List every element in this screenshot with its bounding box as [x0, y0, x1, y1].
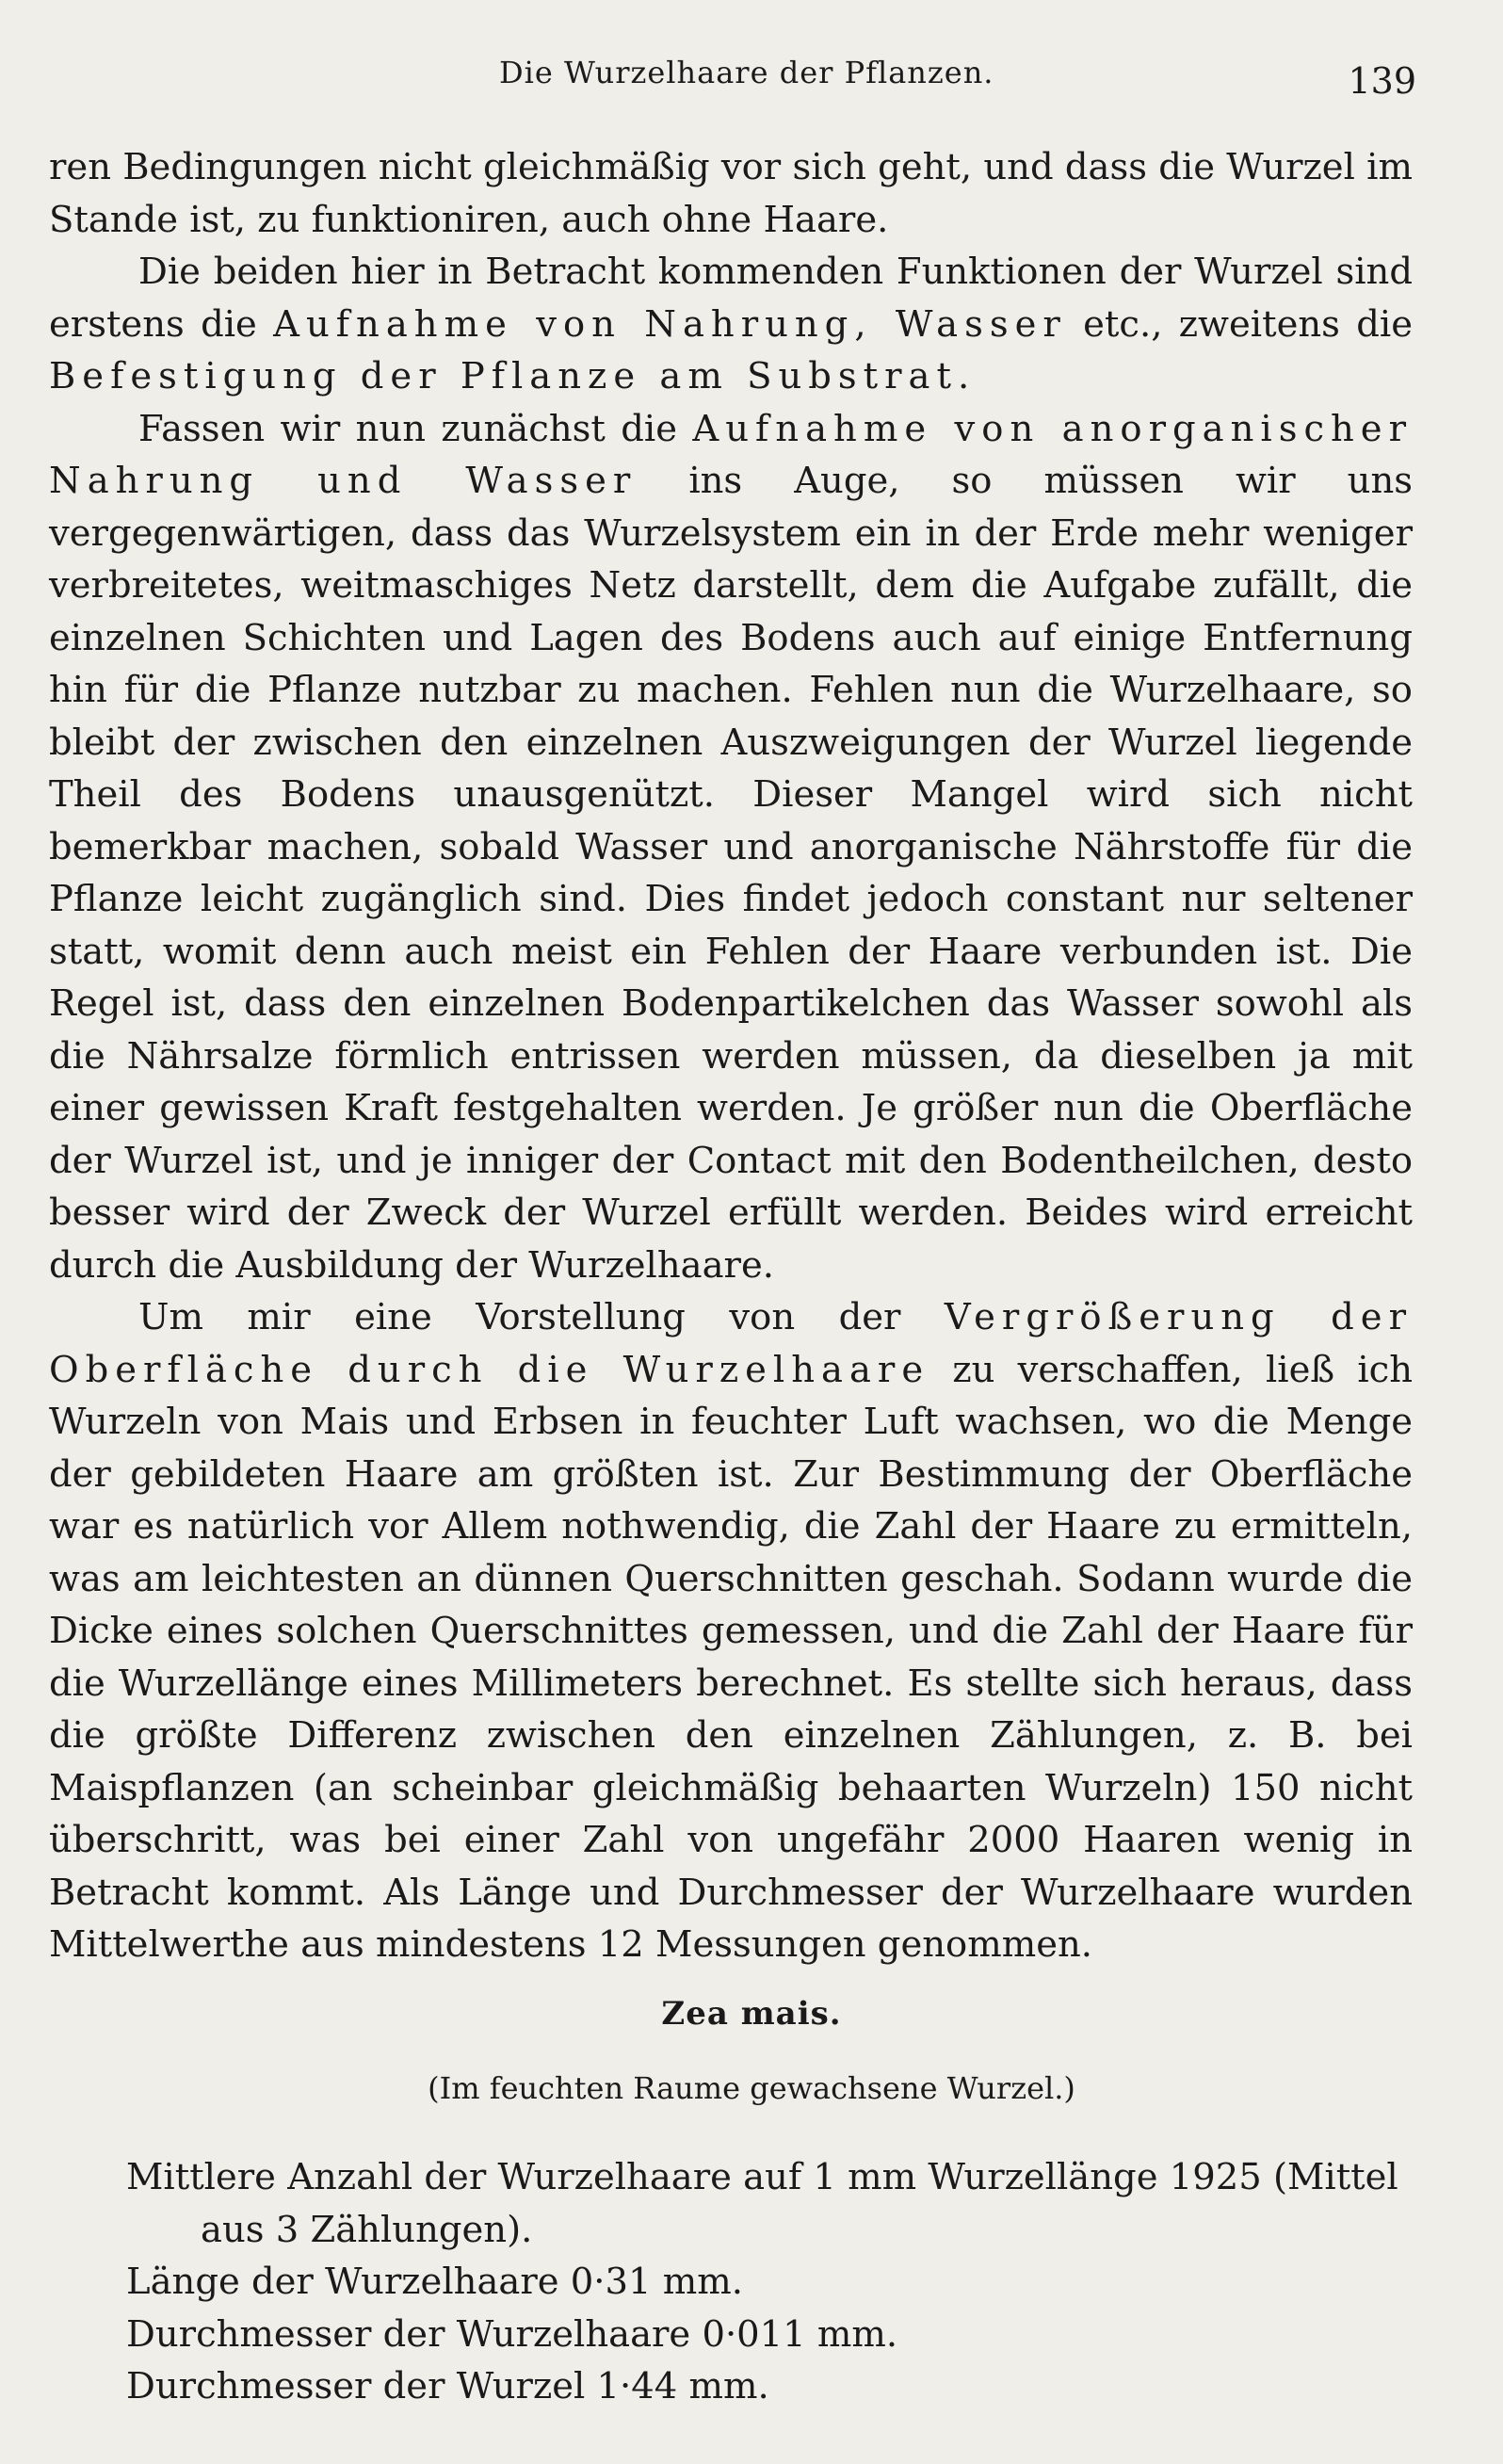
- emphasis-text: Aufnahme von Nahrung, Wasser: [273, 302, 1067, 346]
- body-text: [49, 141, 1413, 1971]
- emphasis-text: Aufnahme von anorganischer Nahrung und Wasser: [49, 407, 1413, 502]
- paragraph-text: Fassen wir nun zunächst die: [138, 407, 693, 450]
- paragraph-text: zu verschaffen, ließ ich Wurzeln von Mais und Erbsen in feuchter Luft wachsen, wo die Menge der gebildeten Haare am größten ist. Zur Bestimmung der Oberfläche war es natürlich vor Allem nothwendig, die Zahl der Haare zu ermitteln, was am leichtesten an dünnen Querschnitten geschah. Sodann wurde die Dicke eines solchen Querschnittes gemessen, und die Zahl der Haare für die Wurzellänge eines Millimeters berechnet. Es stellte sich heraus, dass die größte Differenz zwischen den einzelnen Zählungen, z. B. bei Maispflanzen (an scheinbar gleichmäßig behaarten Wurzeln) 150 nicht überschritt, was bei einer Zahl von ungefähr 2000 Haaren wenig in Betracht kommt. Als Länge und Durchmesser der Wurzelhaare wurden Mittelwerthe aus mindestens 12 Messungen genommen.: [49, 1348, 1413, 1966]
- section-title: Zea mais.: [661, 1995, 842, 2033]
- measurement-item: Mittlere Anzahl der Wurzelhaare auf 1 mm Wurzellänge 1925 (Mittel aus 3 Zählungen).: [126, 2156, 1398, 2251]
- measurement-item: Durchmesser der Wurzelhaare 0·011 mm.: [126, 2312, 898, 2356]
- paragraph-text: etc., zweitens die: [1066, 302, 1413, 346]
- measurement-item: Durchmesser der Wurzel 1·44 mm.: [126, 2365, 769, 2407]
- running-title: Die Wurzelhaare der Pflanzen.: [499, 55, 994, 90]
- paragraph-uptake: [49, 403, 1413, 1292]
- paragraph-functions: [49, 246, 1413, 403]
- paragraph-text: Die beiden hier in Betracht kommenden Funktionen der Wurzel sind erstens die: [49, 251, 1413, 346]
- paragraph-text: Um mir eine Vorstellung von der: [138, 1296, 945, 1338]
- paragraph-continuation: ren Bedingungen nicht gleichmäßig vor sich geht, und dass die Wurzel im Stande ist, zu funktioniren, auch ohne Haare.: [49, 146, 1413, 241]
- emphasis-text: Vergrößerung der Oberfläche durch die Wurzelhaare: [49, 1296, 1413, 1391]
- paragraph-surface: [49, 1291, 1413, 1971]
- page-number: 139: [1348, 60, 1416, 102]
- measurements-list: [126, 2151, 1413, 2413]
- section-subtitle: (Im feuchten Raume gewachsene Wurzel.): [428, 2070, 1075, 2106]
- measurement-item: Länge der Wurzelhaare 0·31 mm.: [126, 2261, 743, 2303]
- paragraph-text: ins Auge, so müssen wir uns vergegenwärtigen, dass das Wurzelsystem ein in der Erde mehr weniger verbreitetes, weitmaschiges Netz darstellt, dem die Aufgabe zufällt, die einzelnen Schichten und Lagen des Bodens auch auf einige Entfernung hin für die Pflanze nutzbar zu machen. Fehlen nun die Wurzelhaare, so bleibt der zwischen den einzelnen Auszweigungen der Wurzel liegende Theil des Bodens unausgenützt. Dieser Mangel wird sich nicht bemerkbar machen, sobald Wasser und anorganische Nährstoffe für die Pflanze leicht zugänglich sind. Dies findet jedoch constant nur seltener statt, womit denn auch meist ein Fehlen der Haare verbunden ist. Die Regel ist, dass den einzelnen Bodenpartikelchen das Wasser sowohl als die Nährsalze förmlich entrissen werden müssen, da dieselben ja mit einer gewissen Kraft festgehalten werden. Je größer nun die Oberfläche der Wurzel ist, und je inniger der Contact mit den Bodentheilchen, desto besser wird der Zweck der Wurzel erfüllt werden. Beides wird erreicht durch die Ausbildung der Wurzelhaare.: [49, 460, 1414, 1287]
- emphasis-text: Befestigung der Pflanze am Substrat.: [49, 355, 977, 397]
